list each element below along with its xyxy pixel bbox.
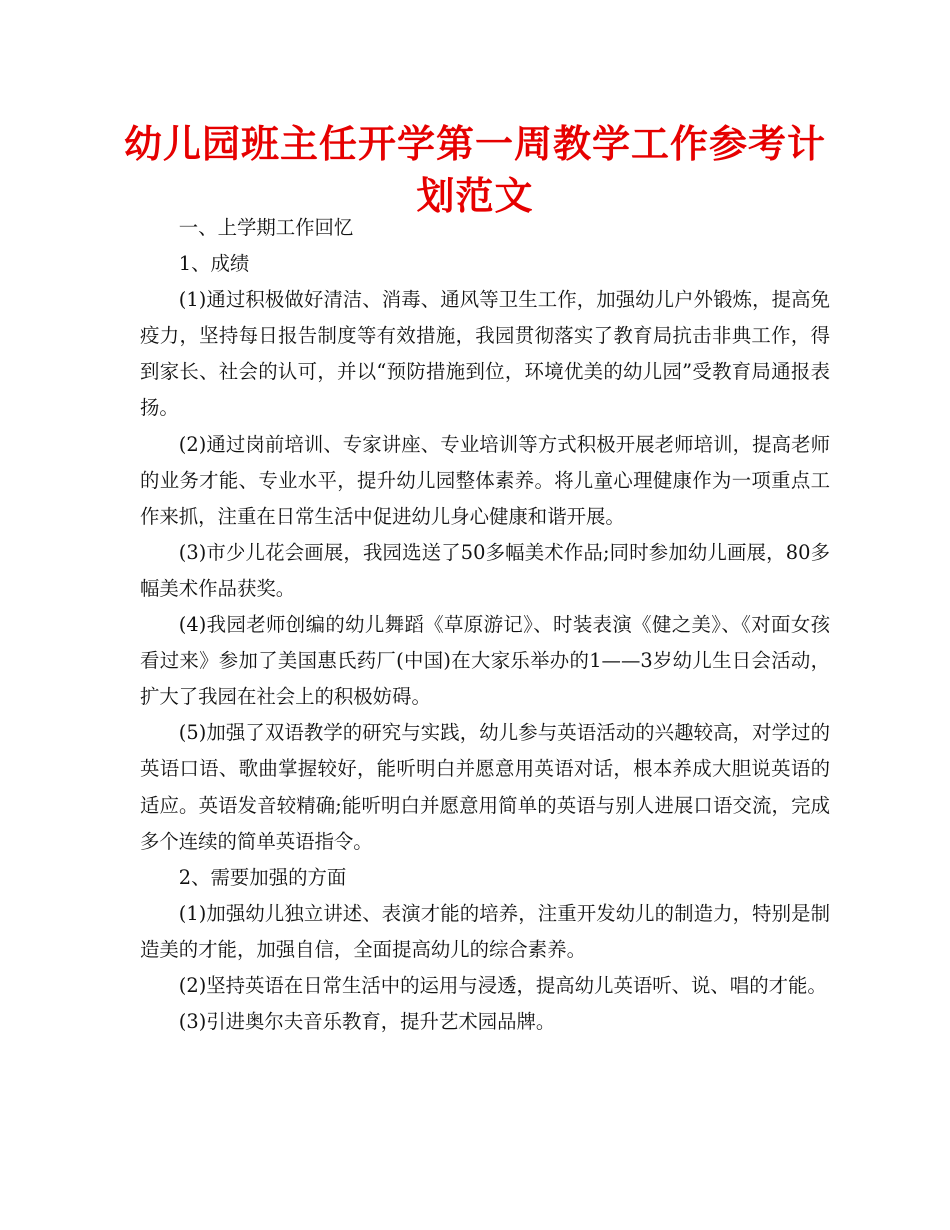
subsection-heading: 1、成绩 — [178, 252, 250, 276]
section-heading: 一、上学期工作回忆 — [178, 216, 354, 239]
body-paragraph: (4)我园老师创编的幼儿舞蹈《草原游记》、时装表演《健之美》、《对面女孩看过来》参加了美国惠氏药厂(中国)在大家乐举办的1——3岁幼儿生日会活动，扩大了我园在社会上的积极妨碍。 — [140, 613, 830, 709]
body-paragraph: (2)坚持英语在日常生活中的运用与浸透，提高幼儿英语听、说、唱的才能。 — [178, 973, 827, 997]
body-paragraph: (1)通过积极做好清洁、消毒、通风等卫生工作，加强幼儿户外锻炼，提高免疫力，坚持每日报告制度等有效措施，我园贯彻落实了教育局抗击非典工作，得到家长、社会的认可，并以“预防措施到位，环境优美的幼儿园”受教育局通报表扬。 — [140, 288, 830, 420]
body-paragraph: (3)引进奥尔夫音乐教育，提升艺术园品牌。 — [178, 1010, 556, 1034]
subsection-heading: 2、需要加强的方面 — [178, 865, 347, 889]
body-paragraph: (5)加强了双语教学的研究与实践，幼儿参与英语活动的兴趣较高，对学过的英语口语、歌曲掌握较好，能听明白并愿意用英语对话，根本养成大胆说英语的适应。英语发音较精确;能听明白并愿意用简单的英语与别人进展口语交流，完成多个连续的简单英语指令。 — [140, 721, 830, 853]
body-paragraph: (3)市少儿花会画展，我园选送了50多幅美术作品;同时参加幼儿画展，80多幅美术作品获奖。 — [140, 540, 830, 600]
body-paragraph: (2)通过岗前培训、专家讲座、专业培训等方式积极开展老师培训，提高老师的业务才能、专业水平，提升幼儿园整体素养。将儿童心理健康作为一项重点工作来抓，注重在日常生活中促进幼儿身心健康和谐开展。 — [140, 432, 830, 528]
body-paragraph: (1)加强幼儿独立讲述、表演才能的培养，注重开发幼儿的制造力，特别是制造美的才能，加强自信，全面提高幼儿的综合素养。 — [140, 901, 830, 961]
document-body — [140, 210, 830, 1040]
document-title: 幼儿园班主任开学第一周教学工作参考计划范文 — [123, 122, 826, 218]
